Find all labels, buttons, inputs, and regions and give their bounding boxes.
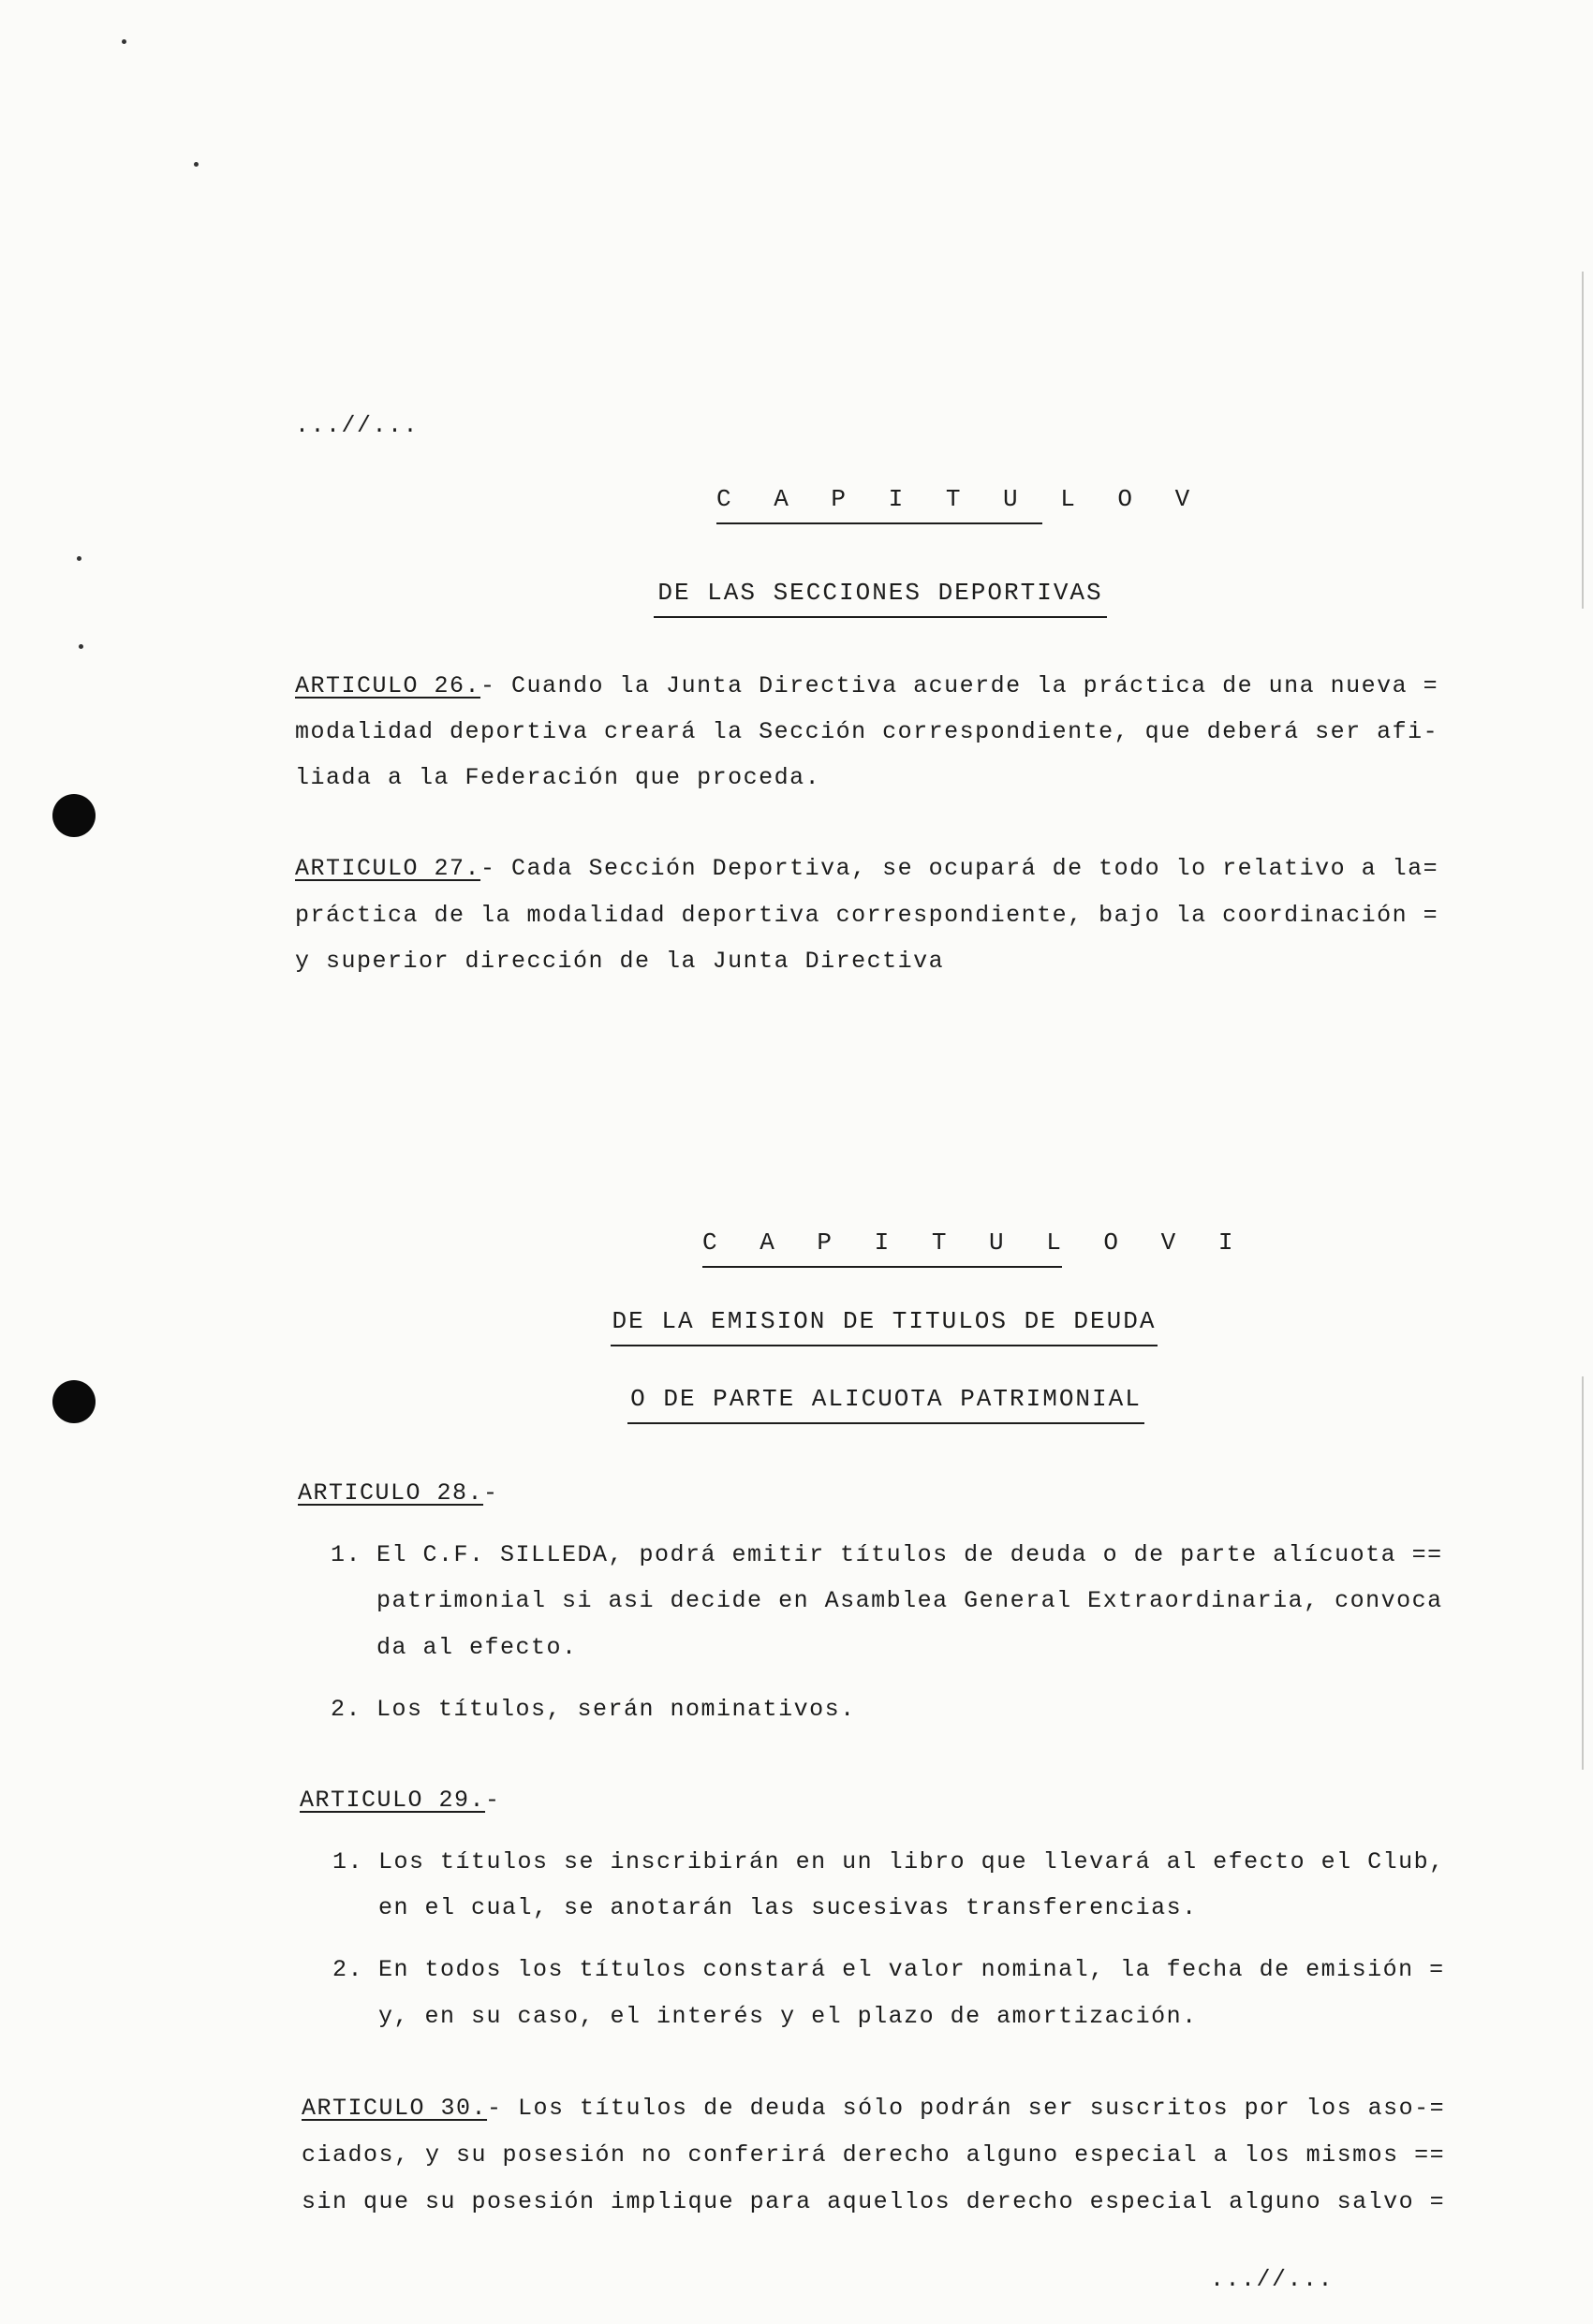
scan-edge-line <box>1582 272 1584 609</box>
article-28-item-1-line-2: patrimonial si asi decide en Asamblea General Extraordinaria, convoca <box>376 1587 1443 1614</box>
article-28-item-2-line-1: Los títulos, serán nominativos. <box>376 1696 856 1723</box>
article-29-dash: - <box>485 1787 501 1814</box>
article-26-label: ARTICULO 26. <box>295 672 481 699</box>
chapter-v-title: C A P I T U L O V <box>716 485 1042 524</box>
chapter-vi-subtitle-1: DE LA EMISION DE TITULOS DE DEUDA <box>611 1307 1158 1346</box>
article-28-item-1-number: 1. <box>331 1541 362 1568</box>
scan-edge-line <box>1582 1376 1584 1770</box>
scan-speck <box>194 162 199 167</box>
article-27-label: ARTICULO 27. <box>295 855 481 882</box>
article-29-label: ARTICULO 29. <box>300 1787 486 1814</box>
article-28-item-1-line-3: da al efecto. <box>376 1634 578 1661</box>
article-28-heading <box>298 1479 499 1508</box>
article-28-label: ARTICULO 28. <box>298 1479 484 1507</box>
article-29-item-2-line-2: y, en su caso, el interés y el plazo de amortización. <box>378 2003 1198 2030</box>
continuation-top: ...//... <box>295 412 420 439</box>
article-26-line-2: modalidad deportiva creará la Sección correspondiente, que deberá ser afi- <box>295 718 1439 745</box>
article-28-item-1-line-1: El C.F. SILLEDA, podrá emitir títulos de deuda o de parte alícuota == <box>376 1541 1443 1568</box>
article-26-line-1 <box>295 672 1438 700</box>
article-26-line-3: liada a la Federación que proceda. <box>295 764 821 791</box>
scan-speck <box>77 556 81 561</box>
article-27-line-1 <box>295 855 1438 883</box>
punch-hole-top <box>52 794 96 837</box>
article-27-line-2: práctica de la modalidad deportiva correspondiente, bajo la coordinación = <box>295 902 1439 929</box>
chapter-v-subtitle: DE LAS SECCIONES DEPORTIVAS <box>654 579 1107 618</box>
article-30-label: ARTICULO 30. <box>302 2095 488 2122</box>
article-29-item-1-number: 1. <box>332 1848 364 1875</box>
article-29-item-1-line-2: en el cual, se anotarán las sucesivas transferencias. <box>378 1894 1198 1921</box>
continuation-bottom: ...//... <box>1210 2266 1335 2293</box>
article-30-line-1 <box>302 2095 1445 2123</box>
chapter-vi-subtitle-2: O DE PARTE ALICUOTA PATRIMONIAL <box>627 1385 1144 1424</box>
article-27-line-3: y superior dirección de la Junta Directiva <box>295 948 945 975</box>
article-29-item-1-line-1: Los títulos se inscribirán en un libro que llevará al efecto el Club, <box>378 1848 1445 1875</box>
article-26-text: - Cuando la Junta Directiva acuerde la práctica de una nueva = <box>480 672 1439 699</box>
scan-speck <box>79 644 83 649</box>
article-27-text: - Cada Sección Deportiva, se ocupará de todo lo relativo a la= <box>480 855 1439 882</box>
article-28-item-2-number: 2. <box>331 1696 362 1723</box>
article-29-item-2-line-1: En todos los títulos constará el valor nominal, la fecha de emisión = <box>378 1956 1445 1983</box>
article-30-text: - Los títulos de deuda sólo podrán ser suscritos por los aso-= <box>487 2095 1446 2122</box>
chapter-vi-title: C A P I T U L O V I <box>702 1228 1062 1268</box>
punch-hole-bottom <box>52 1380 96 1423</box>
scan-speck <box>122 39 126 44</box>
article-29-heading <box>300 1787 501 1815</box>
article-30-line-3: sin que su posesión implique para aquellos derecho especial alguno salvo = <box>302 2188 1446 2215</box>
article-28-dash: - <box>483 1479 499 1507</box>
article-29-item-2-number: 2. <box>332 1956 364 1983</box>
article-30-line-2: ciados, y su posesión no conferirá derecho alguno especial a los mismos == <box>302 2141 1446 2169</box>
